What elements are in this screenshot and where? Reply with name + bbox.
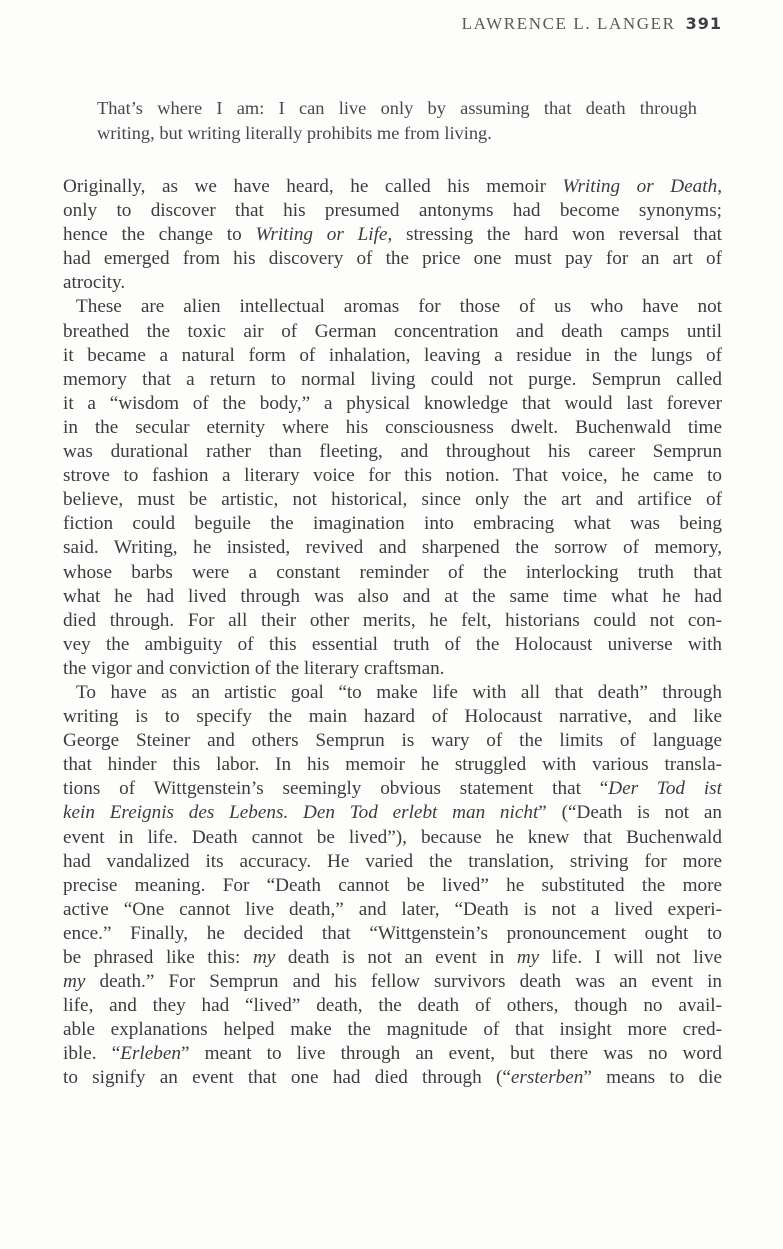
text-run: to signify an event that one had died through (“ [63,1067,511,1089]
text-run: death.” For Semprun and his fellow survivors death was an event in [85,971,722,993]
text-run: , [717,176,722,197]
paragraph [63,295,722,681]
text-line [63,295,722,319]
text-run: was durational rather than fleeting, and throughout his career Semprun [63,441,722,463]
text-run: fiction could beguile the imagination into embracing what was being [63,513,722,535]
text-run: breathed the toxic air of German concentration and death camps until [63,320,722,342]
text-line [63,1066,722,1090]
text-run: ible. “ [63,1043,121,1065]
italic-text: kein Ereignis des Lebens. Den Tod erlebt man nicht [63,802,539,824]
text-run: event in life. Death cannot be lived”), because he knew that Buchenwald [63,826,722,848]
text-run: atrocity. [63,272,126,294]
text-run: These are alien intellectual aromas for those of us who have not [76,296,722,318]
text-run: Originally, as we have heard, he called his memoir [63,176,563,197]
italic-text: my [516,947,540,968]
italic-text: Der Tod ist [608,778,722,800]
text-line [63,488,722,512]
text-run: active “One cannot live death,” and later, “Death is not a lived experi- [63,898,722,920]
italic-text: Writing or Death [562,176,718,197]
text-line [63,777,722,801]
text-run: strove to fashion a literary voice for this notion. That voice, he came to [63,465,722,487]
text-run: death is not an event in [275,947,517,968]
text-line [63,344,722,368]
text-run: said. Writing, he insisted, revived and sharpened the sorrow of memory, [63,537,722,559]
text-line [63,1018,722,1042]
block-quote-line: writing, but writing literally prohibits me from living. [97,122,492,143]
text-line [63,175,722,199]
text-run: writing is to specify the main hazard of Holocaust narrative, and like [63,706,722,728]
text-line [63,994,722,1018]
text-run: what he had lived through was also and at the same time what he had [63,585,722,607]
text-line [63,729,722,753]
text-line [63,946,722,970]
running-head-author: LAWRENCE L. LANGER [461,14,676,33]
text-line [63,561,722,585]
text-run: George Steiner and others Semprun is wary of the limits of language [63,730,722,752]
text-run: it became a natural form of inhalation, leaving a residue in the lungs of [63,344,722,366]
text-run: To have as an artistic goal “to make life with all that death” through [76,681,722,703]
text-run: life. I will not live [539,947,722,968]
text-line [63,922,722,946]
text-run: precise meaning. For “Death cannot be lived” he substituted the more [63,874,722,896]
italic-text: Erleben [120,1043,181,1065]
paragraph [63,681,722,1091]
running-head [462,14,722,34]
text-run: whose barbs were a constant reminder of the interlocking truth that [63,561,722,583]
text-run: ” meant to live through an event, but there was no word [180,1043,722,1065]
text-line [63,536,722,560]
italic-text: Writing or Life [255,224,388,246]
text-run: vey the ambiguity of this essential truth of the Holocaust universe with [63,633,722,655]
text-run: the vigor and conviction of the literary craftsman. [63,657,445,679]
text-line [63,271,722,295]
text-run: had emerged from his discovery of the price one must pay for an art of [63,248,722,270]
text-line [63,850,722,874]
text-line [63,705,722,729]
text-line [63,416,722,440]
text-line [63,440,722,464]
text-line [63,1042,722,1066]
italic-text: my [63,971,86,993]
text-line [63,753,722,777]
text-line [63,585,722,609]
text-line [63,368,722,392]
text-run: ence.” Finally, he decided that “Wittgenstein’s pronouncement ought to [63,922,722,944]
text-line [63,512,722,536]
text-run: , stressing the hard won reversal that [387,224,722,246]
paragraph [63,175,722,295]
text-line [63,609,722,633]
text-line [63,970,722,994]
text-line [63,657,722,681]
text-run: that hinder this labor. In his memoir he struggled with various transla- [63,754,722,776]
text-run: able explanations helped make the magnitude of that insight more cred- [63,1019,722,1041]
text-line [63,464,722,488]
italic-text: my [252,947,276,968]
text-run: hence the change to [63,224,256,246]
text-line [63,199,722,223]
text-run: ” (“Death is not an [538,802,722,824]
text-line [63,898,722,922]
text-line [63,874,722,898]
body-text [63,175,722,1091]
text-run: it a “wisdom of the body,” a physical knowledge that would last forever [63,392,722,414]
text-run: tions of Wittgenstein’s seemingly obvious statement that “ [63,778,609,800]
text-line [63,681,722,705]
text-line [63,223,722,247]
block-quote [97,96,697,145]
block-quote-line: That’s where I am: I can live only by assuming that death through [97,98,697,118]
text-run: be phrased like this: [63,947,253,968]
text-run: in the secular eternity where his consciousness dwelt. Buchenwald time [63,416,722,438]
text-run: life, and they had “lived” death, the death of others, though no avail- [63,995,722,1017]
text-line [63,826,722,850]
page-number: 391 [685,14,722,33]
text-run: believe, must be artistic, not historical, since only the art and artifice of [63,489,722,511]
text-line [63,320,722,344]
text-line [63,247,722,271]
text-run: ” means to die [583,1067,722,1089]
italic-text: ersterben [510,1067,584,1089]
text-run: only to discover that his presumed antonyms had become synonyms; [63,200,722,222]
text-line [63,633,722,657]
text-line [63,392,722,416]
text-run: had vandalized its accuracy. He varied the translation, striving for more [63,850,722,872]
text-line [63,801,722,825]
text-run: died through. For all their other merits, he felt, historians could not con- [63,609,722,631]
text-run: memory that a return to normal living could not purge. Semprun called [63,368,722,390]
